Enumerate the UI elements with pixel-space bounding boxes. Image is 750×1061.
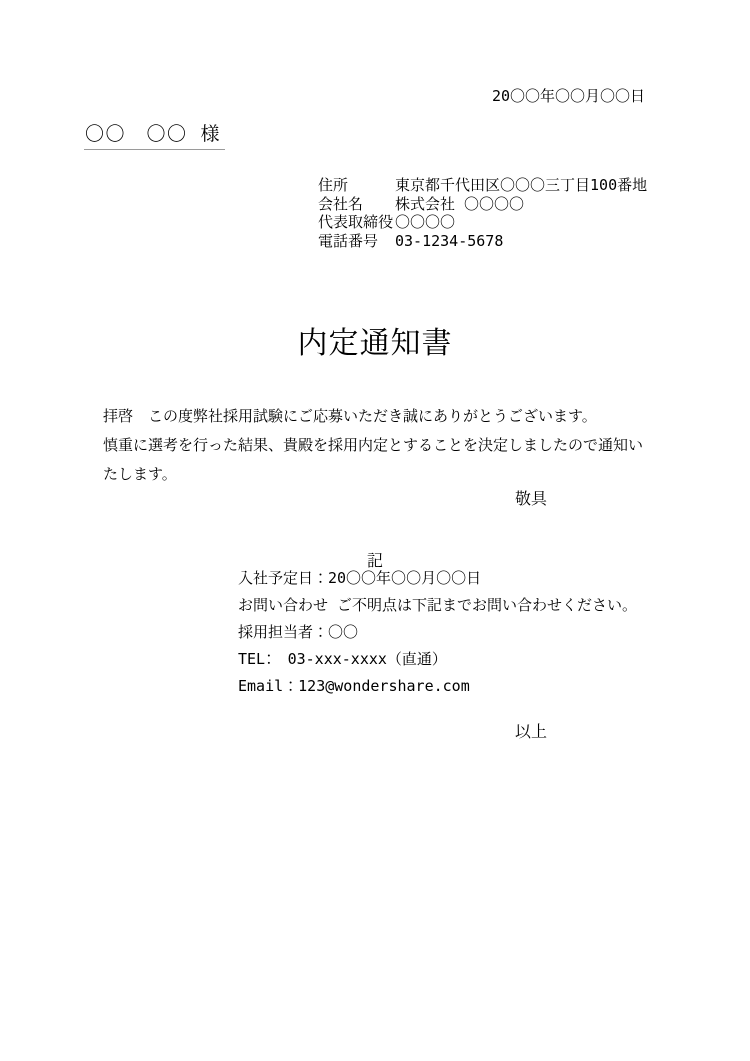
sender-row xyxy=(318,176,647,195)
sender-row-value: 03-1234-5678 xyxy=(395,231,504,250)
sender-row-label: 会社名 xyxy=(318,194,364,213)
letter-body xyxy=(103,402,651,489)
greeting-paragraph: 拝啓 この度弊社採用試験にご応募いただき誠にありがとうございます。 xyxy=(103,407,597,425)
sender-row-value: 株式会社 〇〇〇〇 xyxy=(395,194,525,213)
main-paragraph: 慎重に選考を行った結果、貴殿を採用内定とすることを決定しましたので通知いたします。 xyxy=(103,436,644,483)
sender-row-label: 住所 xyxy=(318,176,349,194)
document-title: 内定通知書 xyxy=(297,326,453,361)
sender-row-label: 代表取締役 xyxy=(318,213,394,231)
sender-info xyxy=(318,176,647,250)
sender-row xyxy=(318,213,647,232)
detail-item-email: Email：123@wondershare.com xyxy=(238,677,470,695)
sender-row-value: 東京都千代田区〇〇〇三丁目100番地 xyxy=(395,176,648,194)
closing-word: 敬具 xyxy=(514,489,547,508)
sender-row xyxy=(318,195,647,214)
details-heading: 記 xyxy=(366,551,383,570)
detail-item-tel: TEL： 03-xxx-xxxx（直通） xyxy=(238,650,447,668)
detail-item-joining-date: 入社予定日：20〇〇年〇〇月〇〇日 xyxy=(238,569,482,587)
detail-item-recruiter: 採用担当者：〇〇 xyxy=(238,623,359,641)
sender-row-label: 電話番号 xyxy=(318,231,379,250)
detail-item-inquiry: お問い合わせ ご不明点は下記までお問い合わせください。 xyxy=(238,596,638,614)
end-word: 以上 xyxy=(514,722,547,741)
sender-row-value: 〇〇〇〇 xyxy=(395,213,456,231)
issue-date: 20〇〇年〇〇月〇〇日 xyxy=(491,87,645,105)
details-list xyxy=(238,565,637,700)
recipient-name: 〇〇 〇〇 様 xyxy=(84,119,225,150)
sender-row xyxy=(318,232,647,251)
